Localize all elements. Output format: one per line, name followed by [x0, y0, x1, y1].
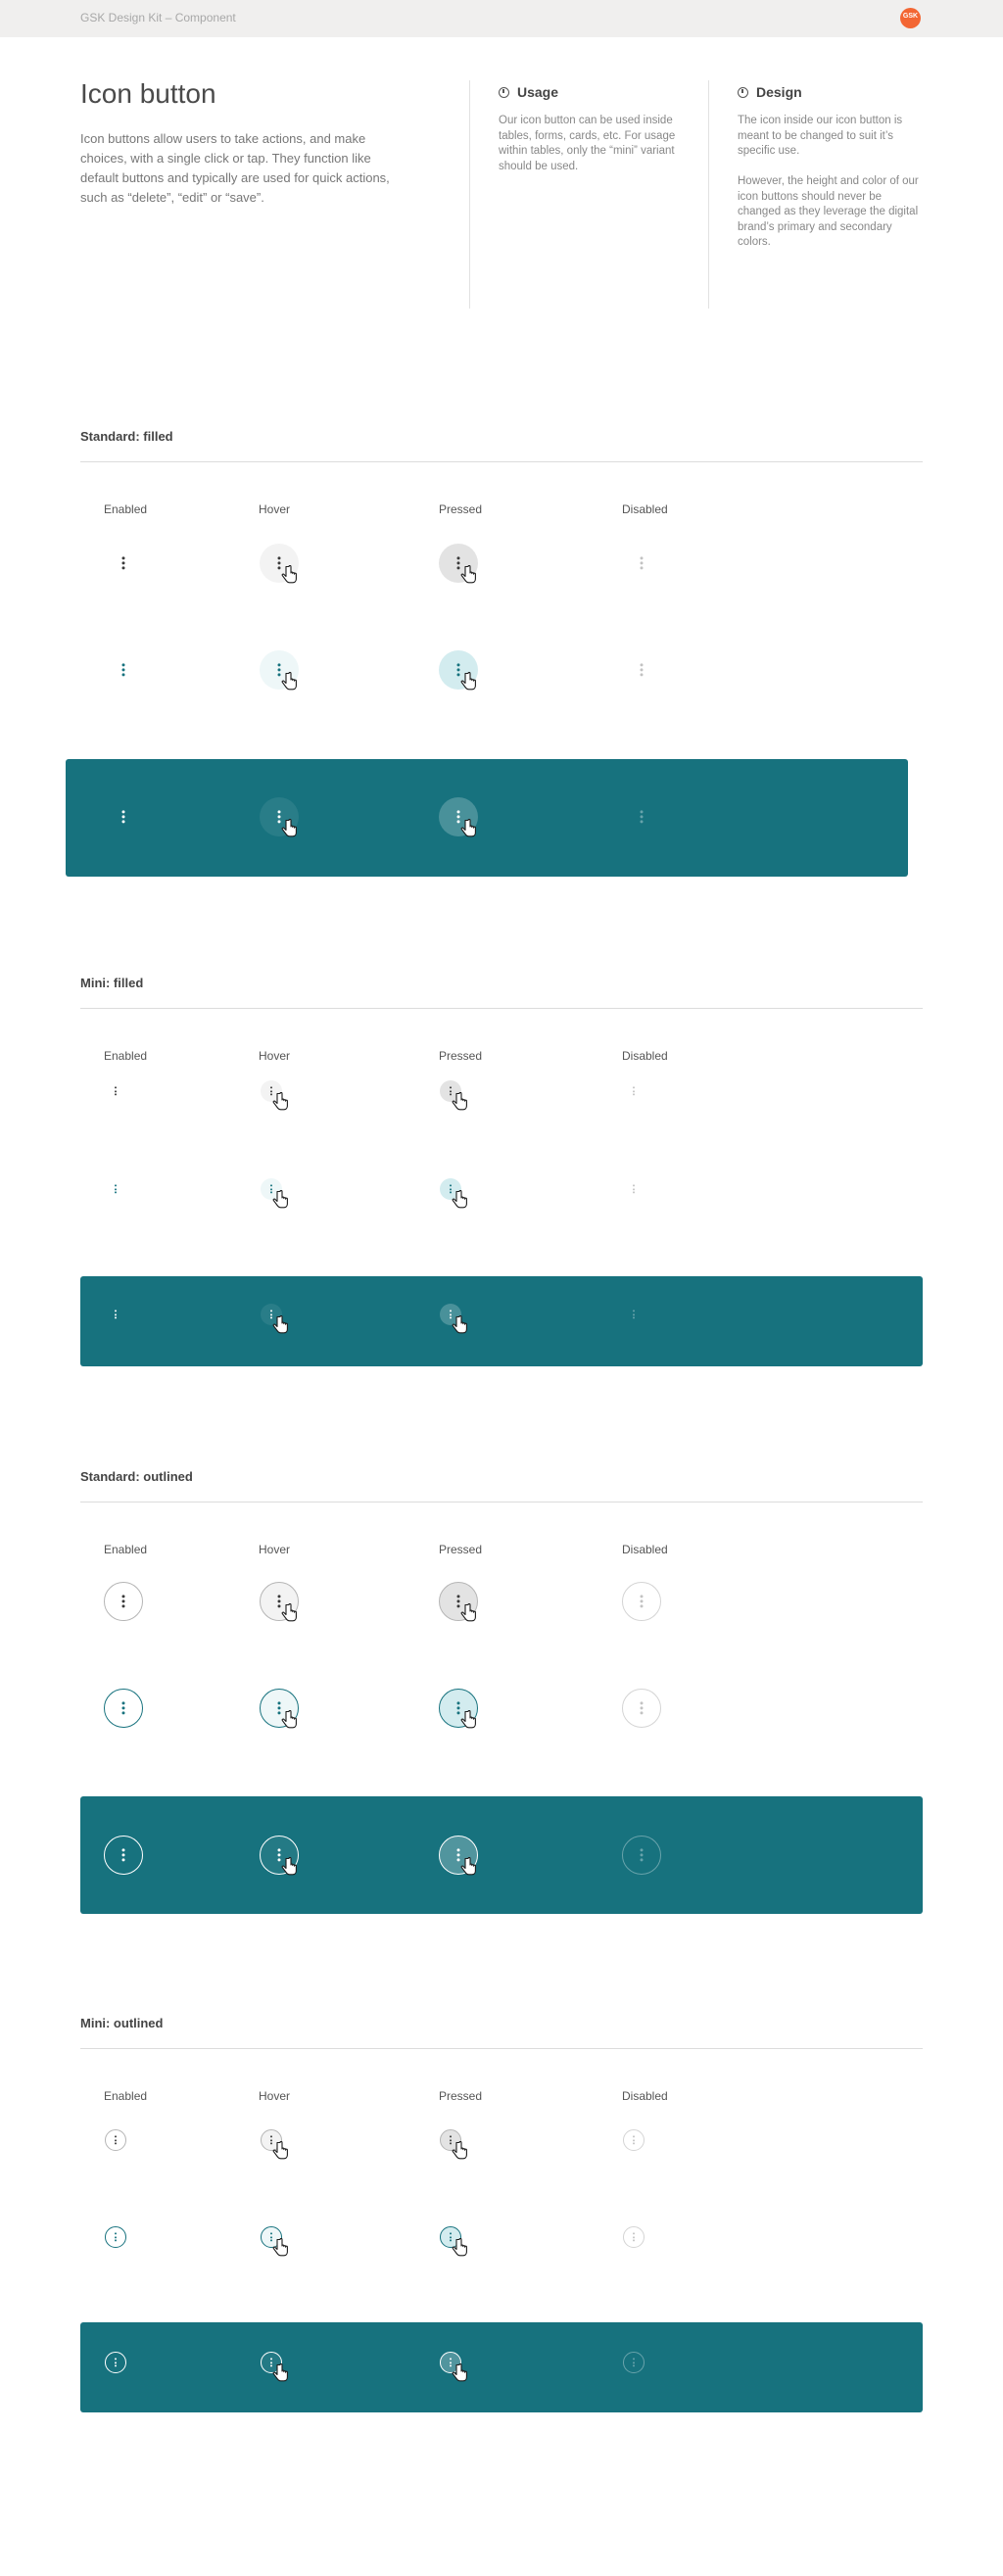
divider-design — [708, 80, 709, 309]
state-label-hover: Hover — [259, 2089, 291, 2103]
hand-pointer-icon — [272, 1092, 290, 1112]
hand-pointer-icon — [281, 819, 299, 838]
icon-button-enabled[interactable] — [104, 1582, 143, 1621]
dark-background-panel — [80, 1796, 923, 1914]
icon-button-enabled[interactable] — [104, 797, 143, 836]
icon-button-enabled[interactable] — [105, 1178, 126, 1200]
more-vert-icon — [633, 2358, 635, 2366]
state-label-enabled: Enabled — [104, 502, 148, 516]
more-vert-icon — [122, 1595, 125, 1607]
section-divider — [80, 461, 923, 462]
usage-heading — [499, 84, 558, 100]
hand-pointer-icon — [452, 1190, 469, 1210]
section-title: Standard: outlined — [80, 1469, 193, 1484]
section-title: Mini: filled — [80, 976, 144, 990]
more-vert-icon — [115, 1310, 117, 1318]
hand-pointer-icon — [272, 2363, 290, 2383]
hand-pointer-icon — [460, 1603, 478, 1623]
hand-pointer-icon — [281, 1710, 299, 1730]
more-vert-icon — [115, 2232, 117, 2241]
hand-pointer-icon — [272, 2141, 290, 2161]
dark-background-panel — [80, 1276, 923, 1366]
more-vert-icon — [633, 1310, 635, 1318]
more-vert-icon — [641, 663, 644, 676]
icon-button-enabled[interactable] — [105, 1304, 126, 1325]
more-vert-icon — [633, 2135, 635, 2144]
state-label-pressed: Pressed — [439, 2089, 483, 2103]
hand-pointer-icon — [281, 1857, 299, 1877]
hand-pointer-icon — [452, 1315, 469, 1335]
icon-button-enabled[interactable] — [104, 544, 143, 583]
more-vert-icon — [633, 1086, 635, 1095]
logo-text: GSK — [902, 13, 919, 20]
dark-background-panel — [66, 759, 908, 877]
more-vert-icon — [122, 1848, 125, 1861]
more-vert-icon — [115, 2358, 117, 2366]
hand-pointer-icon — [452, 1092, 469, 1112]
more-vert-icon — [115, 1184, 117, 1193]
state-label-enabled: Enabled — [104, 2089, 148, 2103]
more-vert-icon — [633, 2232, 635, 2241]
page-description: Icon buttons allow users to take actions, and make choices, with a single click or tap. They function like default buttons and typically are used for quick actions, such as “delete”, “edit” or “save”. — [80, 131, 390, 205]
state-label-enabled: Enabled — [104, 1049, 148, 1063]
hand-pointer-icon — [272, 1190, 290, 1210]
more-vert-icon — [122, 810, 125, 823]
icon-button-enabled[interactable] — [104, 1836, 143, 1875]
section-divider — [80, 1502, 923, 1503]
state-label-hover: Hover — [259, 1543, 291, 1556]
state-label-disabled: Disabled — [622, 2089, 668, 2103]
more-vert-icon — [641, 810, 644, 823]
more-vert-icon — [641, 1595, 644, 1607]
icon-button-disabled — [623, 2129, 645, 2151]
icon-button-enabled[interactable] — [105, 2352, 126, 2373]
state-label-disabled: Disabled — [622, 502, 668, 516]
icon-button-disabled — [623, 1178, 645, 1200]
state-label-enabled: Enabled — [104, 1543, 148, 1556]
hand-pointer-icon — [272, 1315, 290, 1335]
more-vert-icon — [122, 556, 125, 569]
state-label-pressed: Pressed — [439, 1543, 483, 1556]
icon-button-enabled[interactable] — [105, 2226, 126, 2248]
state-label-hover: Hover — [259, 1049, 291, 1063]
icon-button-disabled — [623, 2226, 645, 2248]
design-text: The icon inside our icon button is meant to be changed to suit it’s specific use. However, the height and color of our icon buttons should never be changed as they leverage the digital brand’s primary and secondary colors. — [738, 115, 919, 248]
state-label-disabled: Disabled — [622, 1543, 668, 1556]
section-divider — [80, 1008, 923, 1009]
page-title: Icon button — [80, 78, 216, 109]
icon-button-disabled — [622, 1582, 661, 1621]
breadcrumb: GSK Design Kit – Component — [80, 11, 236, 24]
top-bar — [0, 0, 1003, 37]
icon-button-enabled[interactable] — [105, 1080, 126, 1102]
hand-pointer-icon — [452, 2363, 469, 2383]
state-label-disabled: Disabled — [622, 1049, 668, 1063]
icon-button-disabled — [623, 1304, 645, 1325]
icon-button-disabled — [623, 1080, 645, 1102]
divider-usage — [469, 80, 470, 309]
design-heading — [738, 84, 802, 100]
icon-button-enabled[interactable] — [104, 1689, 143, 1728]
hand-pointer-icon — [460, 819, 478, 838]
design-heading-label: Design — [756, 84, 802, 100]
usage-text: Our icon button can be used inside tables, forms, cards, etc. For usage within tables, only the “mini” variant should be used. — [499, 115, 676, 172]
info-icon — [499, 87, 509, 98]
usage-heading-label: Usage — [517, 84, 559, 100]
hand-pointer-icon — [460, 565, 478, 585]
hand-pointer-icon — [460, 1857, 478, 1877]
more-vert-icon — [641, 1701, 644, 1714]
hand-pointer-icon — [452, 2141, 469, 2161]
more-vert-icon — [633, 1184, 635, 1193]
section-divider — [80, 2048, 923, 2049]
hand-pointer-icon — [272, 2238, 290, 2258]
hand-pointer-icon — [281, 1603, 299, 1623]
info-icon — [738, 87, 748, 98]
more-vert-icon — [115, 2135, 117, 2144]
hand-pointer-icon — [460, 1710, 478, 1730]
gsk-logo — [900, 8, 921, 28]
icon-button-disabled — [622, 544, 661, 583]
more-vert-icon — [122, 663, 125, 676]
hand-pointer-icon — [281, 672, 299, 692]
state-label-hover: Hover — [259, 502, 291, 516]
icon-button-disabled — [622, 1836, 661, 1875]
icon-button-disabled — [622, 797, 661, 836]
icon-button-disabled — [622, 650, 661, 690]
icon-button-disabled — [623, 2352, 645, 2373]
state-label-pressed: Pressed — [439, 1049, 483, 1063]
hand-pointer-icon — [460, 672, 478, 692]
hand-pointer-icon — [281, 565, 299, 585]
more-vert-icon — [115, 1086, 117, 1095]
more-vert-icon — [641, 1848, 644, 1861]
more-vert-icon — [122, 1701, 125, 1714]
more-vert-icon — [641, 556, 644, 569]
icon-button-enabled[interactable] — [105, 2129, 126, 2151]
dark-background-panel — [80, 2322, 923, 2412]
section-title: Standard: filled — [80, 429, 173, 444]
hand-pointer-icon — [452, 2238, 469, 2258]
state-label-pressed: Pressed — [439, 502, 483, 516]
icon-button-disabled — [622, 1689, 661, 1728]
icon-button-enabled[interactable] — [104, 650, 143, 690]
section-title: Mini: outlined — [80, 2016, 164, 2030]
